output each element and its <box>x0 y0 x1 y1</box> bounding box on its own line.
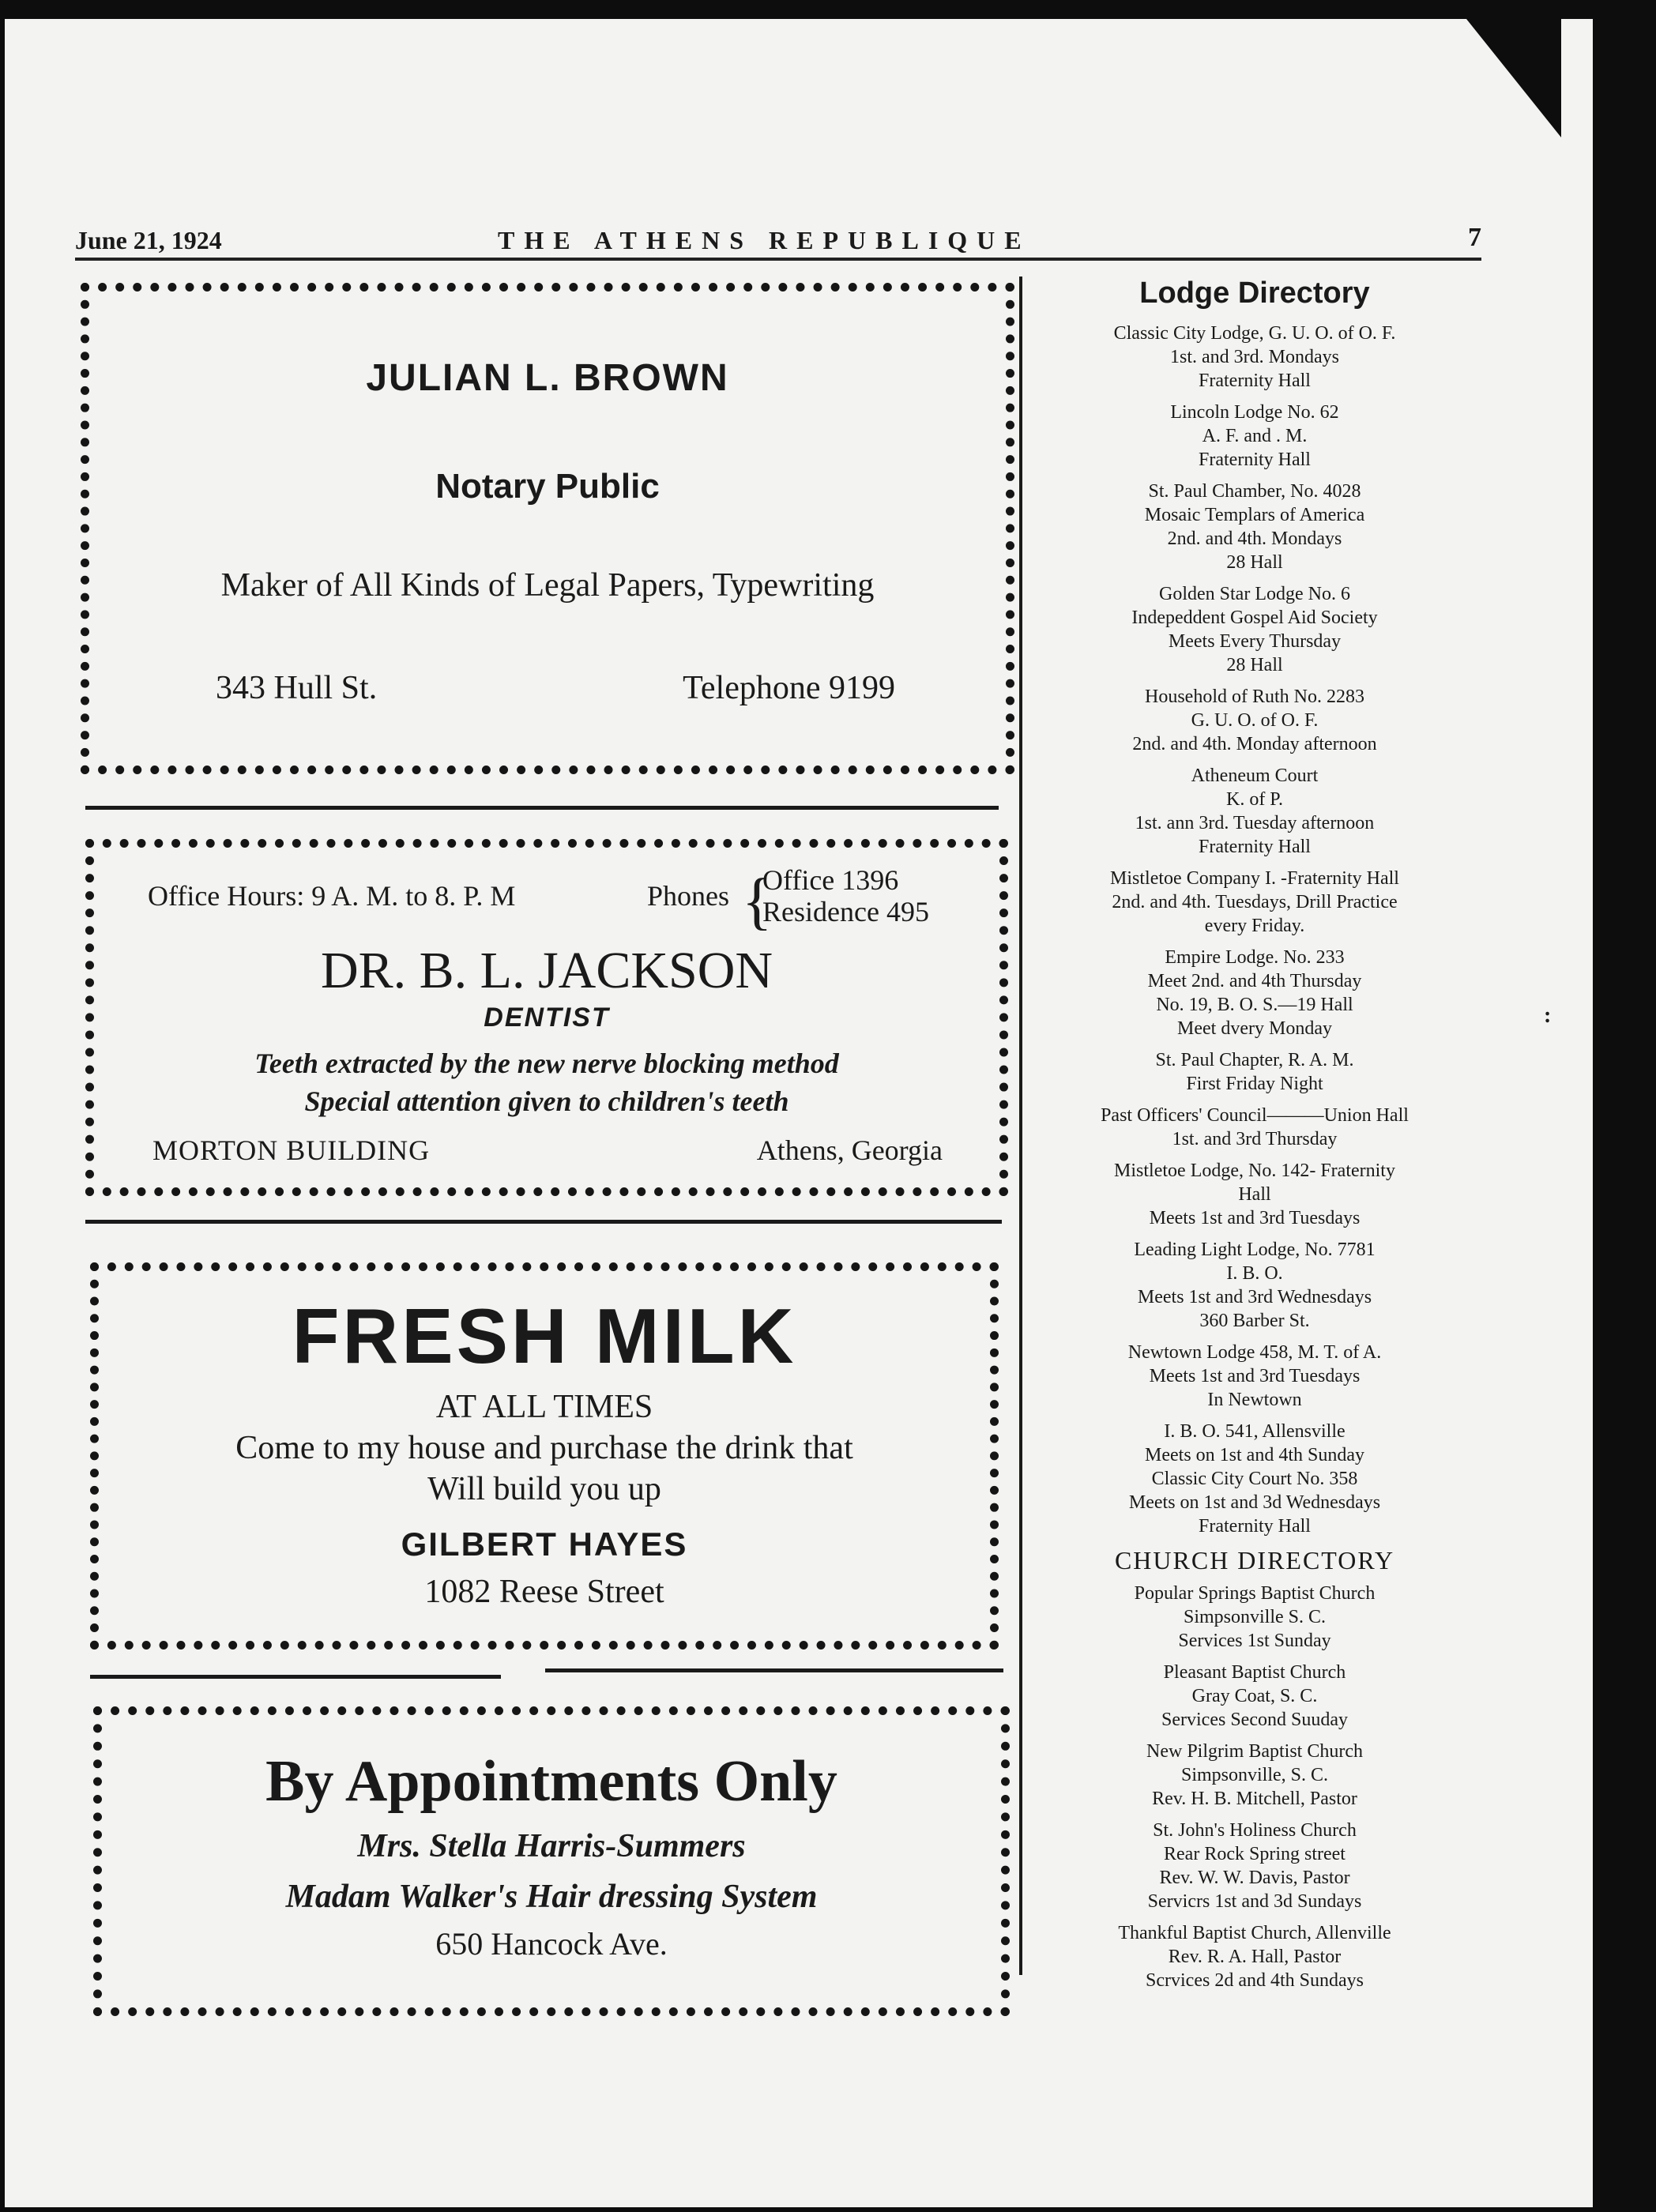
directory-entry <box>1029 322 1481 393</box>
directory-line: I. B. O. 541, Allensville <box>1164 1421 1346 1442</box>
ad-line-2: Special attention given to children's teeth <box>304 1085 789 1117</box>
ad-title: DENTIST <box>484 1003 610 1033</box>
directory-line: 1st. and 3rd. Mondays <box>1170 347 1339 367</box>
directory-line: Fraternity Hall <box>1199 1516 1311 1537</box>
phones-label: Phones <box>647 880 730 912</box>
directory-line: 2nd. and 4th. Mondays <box>1167 529 1342 549</box>
directory-line: Services 1st Sunday <box>1178 1631 1331 1651</box>
directory-entry <box>1029 685 1481 756</box>
directory-line: Fraternity Hall <box>1199 371 1311 391</box>
directory-line: First Friday Night <box>1186 1074 1323 1094</box>
directory-line: Services Second Suuday <box>1161 1710 1348 1730</box>
directory-entry <box>1029 1819 1481 1913</box>
directory-entry <box>1029 1661 1481 1732</box>
section-rule <box>85 806 999 810</box>
ad-name: Mrs. Stella Harris-Summers <box>357 1828 746 1864</box>
directory-line: Mistletoe Company I. -Fraternity Hall <box>1110 868 1399 889</box>
directory-line: A. F. and . M. <box>1202 426 1308 446</box>
ad-role: Notary Public <box>435 467 660 506</box>
directory-line: Golden Star Lodge No. 6 <box>1159 584 1350 604</box>
directory-line: Classic City Court No. 358 <box>1151 1469 1358 1489</box>
ad-name: DR. B. L. JACKSON <box>320 942 773 999</box>
phone-residence: Residence 495 <box>762 896 929 927</box>
ad-name: JULIAN L. BROWN <box>366 357 729 399</box>
directory-line: No. 19, B. O. S.—19 Hall <box>1156 995 1353 1015</box>
directory-line: Rev. W. W. Davis, Pastor <box>1159 1868 1350 1888</box>
directory-line: Hall <box>1238 1184 1271 1205</box>
directory-line: every Friday. <box>1204 916 1305 936</box>
directory-entry <box>1029 764 1481 859</box>
ad-appointments <box>93 1706 1010 2016</box>
directory-line: Newtown Lodge 458, M. T. of A. <box>1127 1342 1382 1363</box>
directory-entry <box>1029 1159 1481 1230</box>
directory-entry <box>1029 1048 1481 1096</box>
directory-line: Classic City Lodge, G. U. O. of O. F. <box>1113 323 1396 344</box>
issue-date: June 21, 1924 <box>75 226 222 254</box>
margin-mark: : <box>1544 1003 1552 1028</box>
directory-entry <box>1029 401 1481 472</box>
ad-headline: FRESH MILK <box>292 1292 797 1379</box>
ad-headline: By Appointments Only <box>265 1749 837 1814</box>
directory-line: G. U. O. of O. F. <box>1191 710 1319 731</box>
directory-line: Empire Lodge. No. 233 <box>1165 947 1345 968</box>
ad-building: MORTON BUILDING <box>152 1134 431 1166</box>
section-rule <box>545 1668 1003 1672</box>
directory-line: New Pilgrim Baptist Church <box>1146 1741 1363 1762</box>
directory-entry <box>1029 1238 1481 1333</box>
directory-entry <box>1029 1740 1481 1811</box>
directory-line: 1st. and 3rd Thursday <box>1172 1129 1338 1149</box>
directory-line: Meets Every Thursday <box>1168 631 1342 652</box>
ad-line-1: AT ALL TIMES <box>435 1389 653 1425</box>
ad-seller: GILBERT HAYES <box>401 1525 688 1563</box>
directory-line: 28 Hall <box>1226 552 1283 573</box>
directory-line: 28 Hall <box>1226 655 1283 675</box>
directory-line: I. B. O. <box>1226 1263 1283 1284</box>
column-divider <box>1019 276 1022 1975</box>
directory-line: Servicrs 1st and 3d Sundays <box>1147 1891 1362 1912</box>
ad-fresh-milk <box>90 1262 999 1650</box>
directory-line: St. John's Holiness Church <box>1153 1820 1357 1841</box>
directory-line: 1st. ann 3rd. Tuesday afternoon <box>1135 813 1375 833</box>
directory-line: Meets on 1st and 3d Wednesdays <box>1128 1492 1381 1513</box>
office-hours: Office Hours: 9 A. M. to 8. P. M <box>148 880 516 912</box>
directory-line: Rev. H. B. Mitchell, Pastor <box>1152 1789 1357 1809</box>
directory-line: Rev. R. A. Hall, Pastor <box>1168 1947 1342 1967</box>
directory-line: Fraternity Hall <box>1199 837 1311 857</box>
directory-line: Meets 1st and 3rd Tuesdays <box>1149 1208 1361 1228</box>
ad-address: 343 Hull St. <box>216 670 378 706</box>
masthead <box>75 223 1481 261</box>
directory-line: Gray Coat, S. C. <box>1191 1686 1318 1706</box>
ad-dr-jackson <box>85 839 1008 1196</box>
directory-line: Mosaic Templars of America <box>1144 505 1365 525</box>
church-directory-list <box>1029 1582 1481 1992</box>
directory-line: Lincoln Lodge No. 62 <box>1170 402 1339 423</box>
directory-line: Mistletoe Lodge, No. 142- Fraternity <box>1114 1161 1395 1181</box>
directory-line: Meets on 1st and 4th Sunday <box>1145 1445 1364 1465</box>
ad-address: 650 Hancock Ave. <box>435 1926 668 1962</box>
lodge-directory-title: Lodge Directory <box>1139 276 1370 310</box>
directory-line: Leading Light Lodge, No. 7781 <box>1134 1240 1376 1260</box>
directory-entry <box>1029 1341 1481 1412</box>
directory-line: Meet dvery Monday <box>1177 1018 1332 1039</box>
directory-line: 2nd. and 4th. Tuesdays, Drill Practice <box>1112 892 1398 912</box>
directory-line: Fraternity Hall <box>1199 450 1311 470</box>
directory-line: Simpsonville S. C. <box>1183 1607 1327 1627</box>
ad-city: Athens, Georgia <box>756 1134 943 1166</box>
directory-entry <box>1029 1921 1481 1992</box>
directory-line: 360 Barber St. <box>1199 1311 1310 1331</box>
directory-entry <box>1029 1420 1481 1538</box>
directory-entry <box>1029 1582 1481 1653</box>
directory-line: Meet 2nd. and 4th Thursday <box>1147 971 1362 991</box>
directory-line: Past Officers' Council———Union Hall <box>1101 1105 1409 1126</box>
page-number: 7 <box>1468 223 1481 252</box>
directory-line: Scrvices 2d and 4th Sundays <box>1146 1970 1364 1991</box>
directory-line: Simpsonville, S. C. <box>1180 1765 1329 1785</box>
section-rule <box>85 1220 1002 1224</box>
directory-line: Meets 1st and 3rd Wednesdays <box>1137 1287 1372 1307</box>
directory-line: 2nd. and 4th. Monday afternoon <box>1132 734 1377 754</box>
ad-description: Maker of All Kinds of Legal Papers, Typewriting <box>220 567 875 604</box>
directory-entry <box>1029 867 1481 938</box>
directory-entry <box>1029 480 1481 574</box>
directory-line: Meets 1st and 3rd Tuesdays <box>1149 1366 1361 1386</box>
directory-line: Popular Springs Baptist Church <box>1134 1583 1376 1604</box>
directory-line: St. Paul Chamber, No. 4028 <box>1148 481 1361 502</box>
directory-entry <box>1029 582 1481 677</box>
ad-address: 1082 Reese Street <box>424 1574 664 1610</box>
ad-julian-brown <box>81 283 1014 774</box>
directory-line: St. Paul Chapter, R. A. M. <box>1155 1050 1354 1070</box>
directory-line: Indepeddent Gospel Aid Society <box>1131 608 1378 628</box>
directory-line: Atheneum Court <box>1191 766 1319 786</box>
ad-telephone: Telephone 9199 <box>683 670 895 706</box>
newspaper-title: THE ATHENS REPUBLIQUE <box>498 226 1031 254</box>
ad-line-2: Come to my house and purchase the drink that <box>235 1430 853 1466</box>
directory-entry <box>1029 1104 1481 1151</box>
directory-line: Household of Ruth No. 2283 <box>1145 687 1364 707</box>
ad-line-1: Teeth extracted by the new nerve blocking method <box>254 1048 839 1079</box>
church-directory-title: CHURCH DIRECTORY <box>1114 1546 1395 1574</box>
directory-line: K. of P. <box>1225 789 1283 810</box>
directory-line: In Newtown <box>1207 1390 1302 1410</box>
brace-glyph: { <box>742 867 773 936</box>
directory-line: Thankful Baptist Church, Allenville <box>1118 1923 1391 1943</box>
page-corner-fold <box>1466 19 1561 137</box>
ad-line-3: Will build you up <box>427 1471 661 1507</box>
lodge-directory-list <box>1029 322 1481 1538</box>
directory-column <box>1029 276 1481 2000</box>
directory-entry <box>1029 946 1481 1040</box>
directory-line: Rear Rock Spring street <box>1164 1844 1346 1864</box>
phone-office: Office 1396 <box>762 864 899 896</box>
directory-line: Pleasant Baptist Church <box>1163 1662 1346 1683</box>
section-rule <box>90 1675 501 1679</box>
ad-system: Madam Walker's Hair dressing System <box>285 1879 818 1915</box>
